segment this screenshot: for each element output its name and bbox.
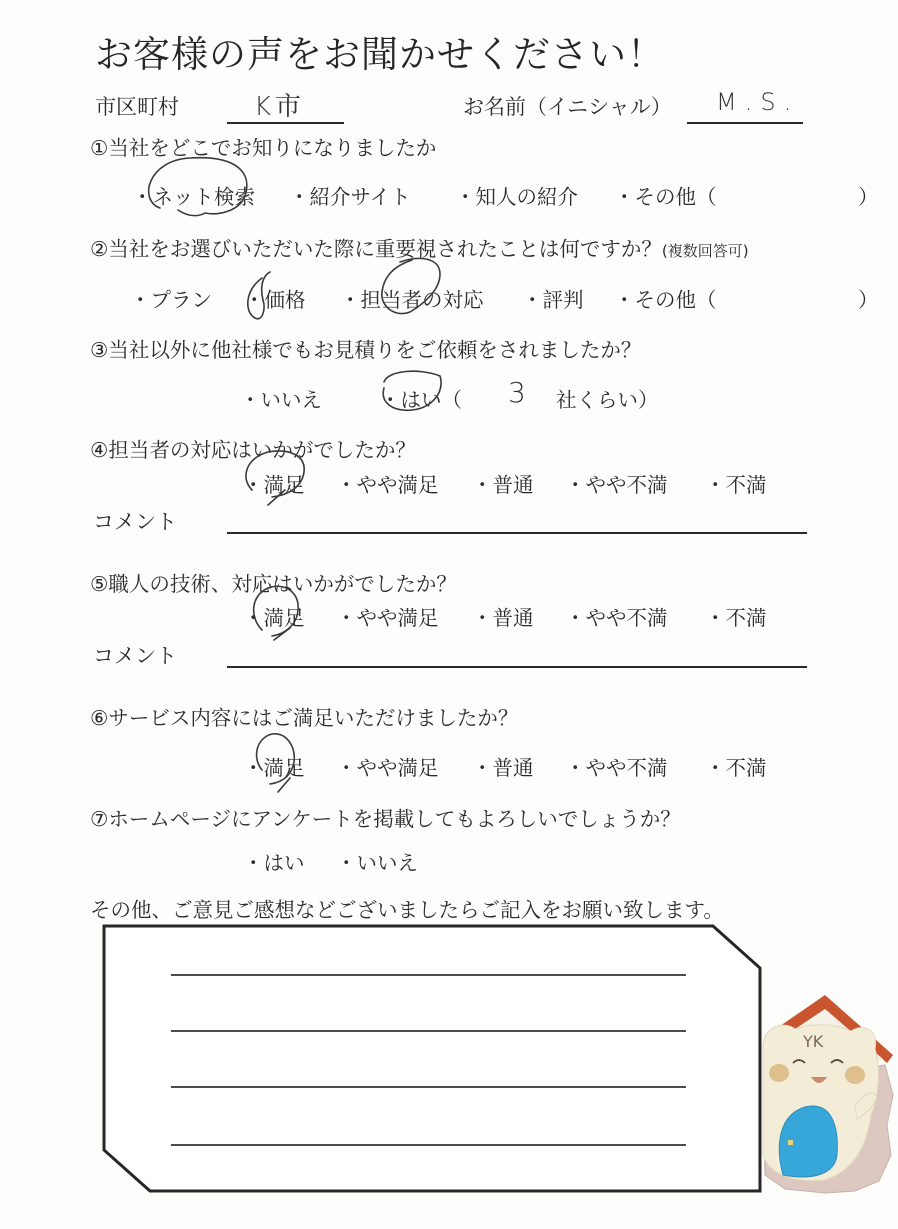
q5-option-somewhat-satisfied[interactable]: ・やや満足	[336, 606, 439, 630]
q3-option-yes[interactable]: ・はい（	[380, 388, 462, 412]
q1-option-net-search[interactable]: ・ネット検索	[132, 185, 255, 209]
free-comment-prompt: その他、ご意見ご感想などございましたらご記入をお願い致します。	[90, 898, 724, 922]
q3-companies-suffix: 社くらい）	[556, 388, 659, 412]
free-comment-line-4[interactable]	[171, 1120, 686, 1144]
q7-option-yes[interactable]: ・はい	[243, 851, 305, 875]
question-6-number: ⑥	[90, 706, 109, 730]
free-comment-line-2[interactable]	[171, 1006, 686, 1030]
question-2-text: 当社をお選びいただいた際に重要視されたことは何ですか？	[108, 237, 662, 261]
q1-option-referral-site[interactable]: ・紹介サイト	[289, 185, 411, 209]
q4-comment-field[interactable]	[227, 508, 807, 532]
question-5-number: ⑤	[90, 572, 109, 596]
q4-comment-underline	[227, 532, 807, 534]
city-field[interactable]: K市	[254, 92, 306, 122]
question-3-text: 当社以外に他社様でもお見積りをご依頼をされましたか？	[108, 338, 642, 362]
name-label: お名前（イニシャル）	[463, 95, 672, 119]
city-label: 市区町村	[95, 95, 179, 119]
q5-option-neutral[interactable]: ・普通	[472, 606, 534, 630]
q1-option-acquaintance[interactable]: ・知人の紹介	[455, 185, 578, 209]
question-2-number: ②	[90, 237, 109, 261]
question-4-text: 担当者の対応はいかがでしたか？	[108, 438, 416, 462]
name-field[interactable]: M.S.	[716, 88, 800, 116]
q4-option-satisfied[interactable]: ・満足	[243, 473, 305, 497]
question-2	[90, 232, 749, 262]
q1-option-other[interactable]: ・その他（	[614, 185, 717, 209]
question-6-text: サービス内容にはご満足いただけましたか？	[108, 706, 519, 730]
question-4	[90, 433, 416, 463]
question-7-text: ホームページにアンケートを掲載してもよろしいでしょうか？	[108, 807, 681, 831]
question-4-number: ④	[90, 438, 109, 462]
q6-option-somewhat-dissatisfied[interactable]: ・やや不満	[565, 756, 668, 780]
q6-option-neutral[interactable]: ・普通	[472, 756, 534, 780]
q4-option-dissatisfied[interactable]: ・不満	[705, 473, 767, 497]
q2-option-other[interactable]: ・その他（	[614, 288, 717, 312]
q3-option-no[interactable]: ・いいえ	[240, 388, 322, 412]
free-comment-line-3[interactable]	[171, 1062, 686, 1086]
q4-option-somewhat-satisfied[interactable]: ・やや満足	[336, 473, 439, 497]
q5-comment-field[interactable]	[227, 642, 807, 666]
form-title: お客様の声をお聞かせください！	[95, 33, 665, 76]
q2-option-reputation[interactable]: ・評判	[522, 288, 584, 312]
question-2-note: (複数回答可)	[661, 242, 749, 260]
question-7	[90, 802, 681, 832]
q5-comment-underline	[227, 666, 807, 668]
question-7-number: ⑦	[90, 807, 109, 831]
q3-company-count[interactable]: 3	[508, 376, 526, 409]
question-1-text: 当社をどこでお知りになりましたか	[108, 136, 437, 160]
q4-option-neutral[interactable]: ・普通	[472, 473, 534, 497]
q5-option-satisfied[interactable]: ・満足	[243, 606, 305, 630]
q6-option-satisfied[interactable]: ・満足	[243, 756, 305, 780]
q2-option-plan[interactable]: ・プラン	[130, 288, 212, 312]
q2-option-staff-response[interactable]: ・担当者の対応	[340, 288, 484, 312]
q5-option-somewhat-dissatisfied[interactable]: ・やや不満	[565, 606, 668, 630]
question-3	[90, 333, 641, 363]
q1-other-close-paren: ）	[858, 185, 879, 209]
q6-option-dissatisfied[interactable]: ・不満	[705, 756, 767, 780]
mascot-illustration	[755, 985, 895, 1195]
q6-option-somewhat-satisfied[interactable]: ・やや満足	[336, 756, 439, 780]
free-comment-line-1[interactable]	[171, 950, 686, 974]
question-1-number: ①	[90, 136, 109, 160]
city-underline	[227, 122, 344, 124]
q2-other-close-paren: ）	[858, 288, 879, 312]
question-5	[90, 567, 457, 597]
q4-option-somewhat-dissatisfied[interactable]: ・やや不満	[565, 473, 668, 497]
mascot-initials: YK	[803, 1032, 824, 1051]
question-3-number: ③	[90, 338, 109, 362]
q5-option-dissatisfied[interactable]: ・不満	[705, 606, 767, 630]
q5-comment-label: コメント	[93, 644, 177, 668]
q2-option-price[interactable]: ・価格	[244, 288, 306, 312]
question-5-text: 職人の技術、対応はいかがでしたか？	[108, 572, 457, 596]
q4-comment-label: コメント	[93, 510, 177, 534]
q7-option-no[interactable]: ・いいえ	[336, 851, 418, 875]
question-6	[90, 701, 518, 731]
question-1	[90, 131, 436, 161]
name-underline	[687, 122, 803, 124]
